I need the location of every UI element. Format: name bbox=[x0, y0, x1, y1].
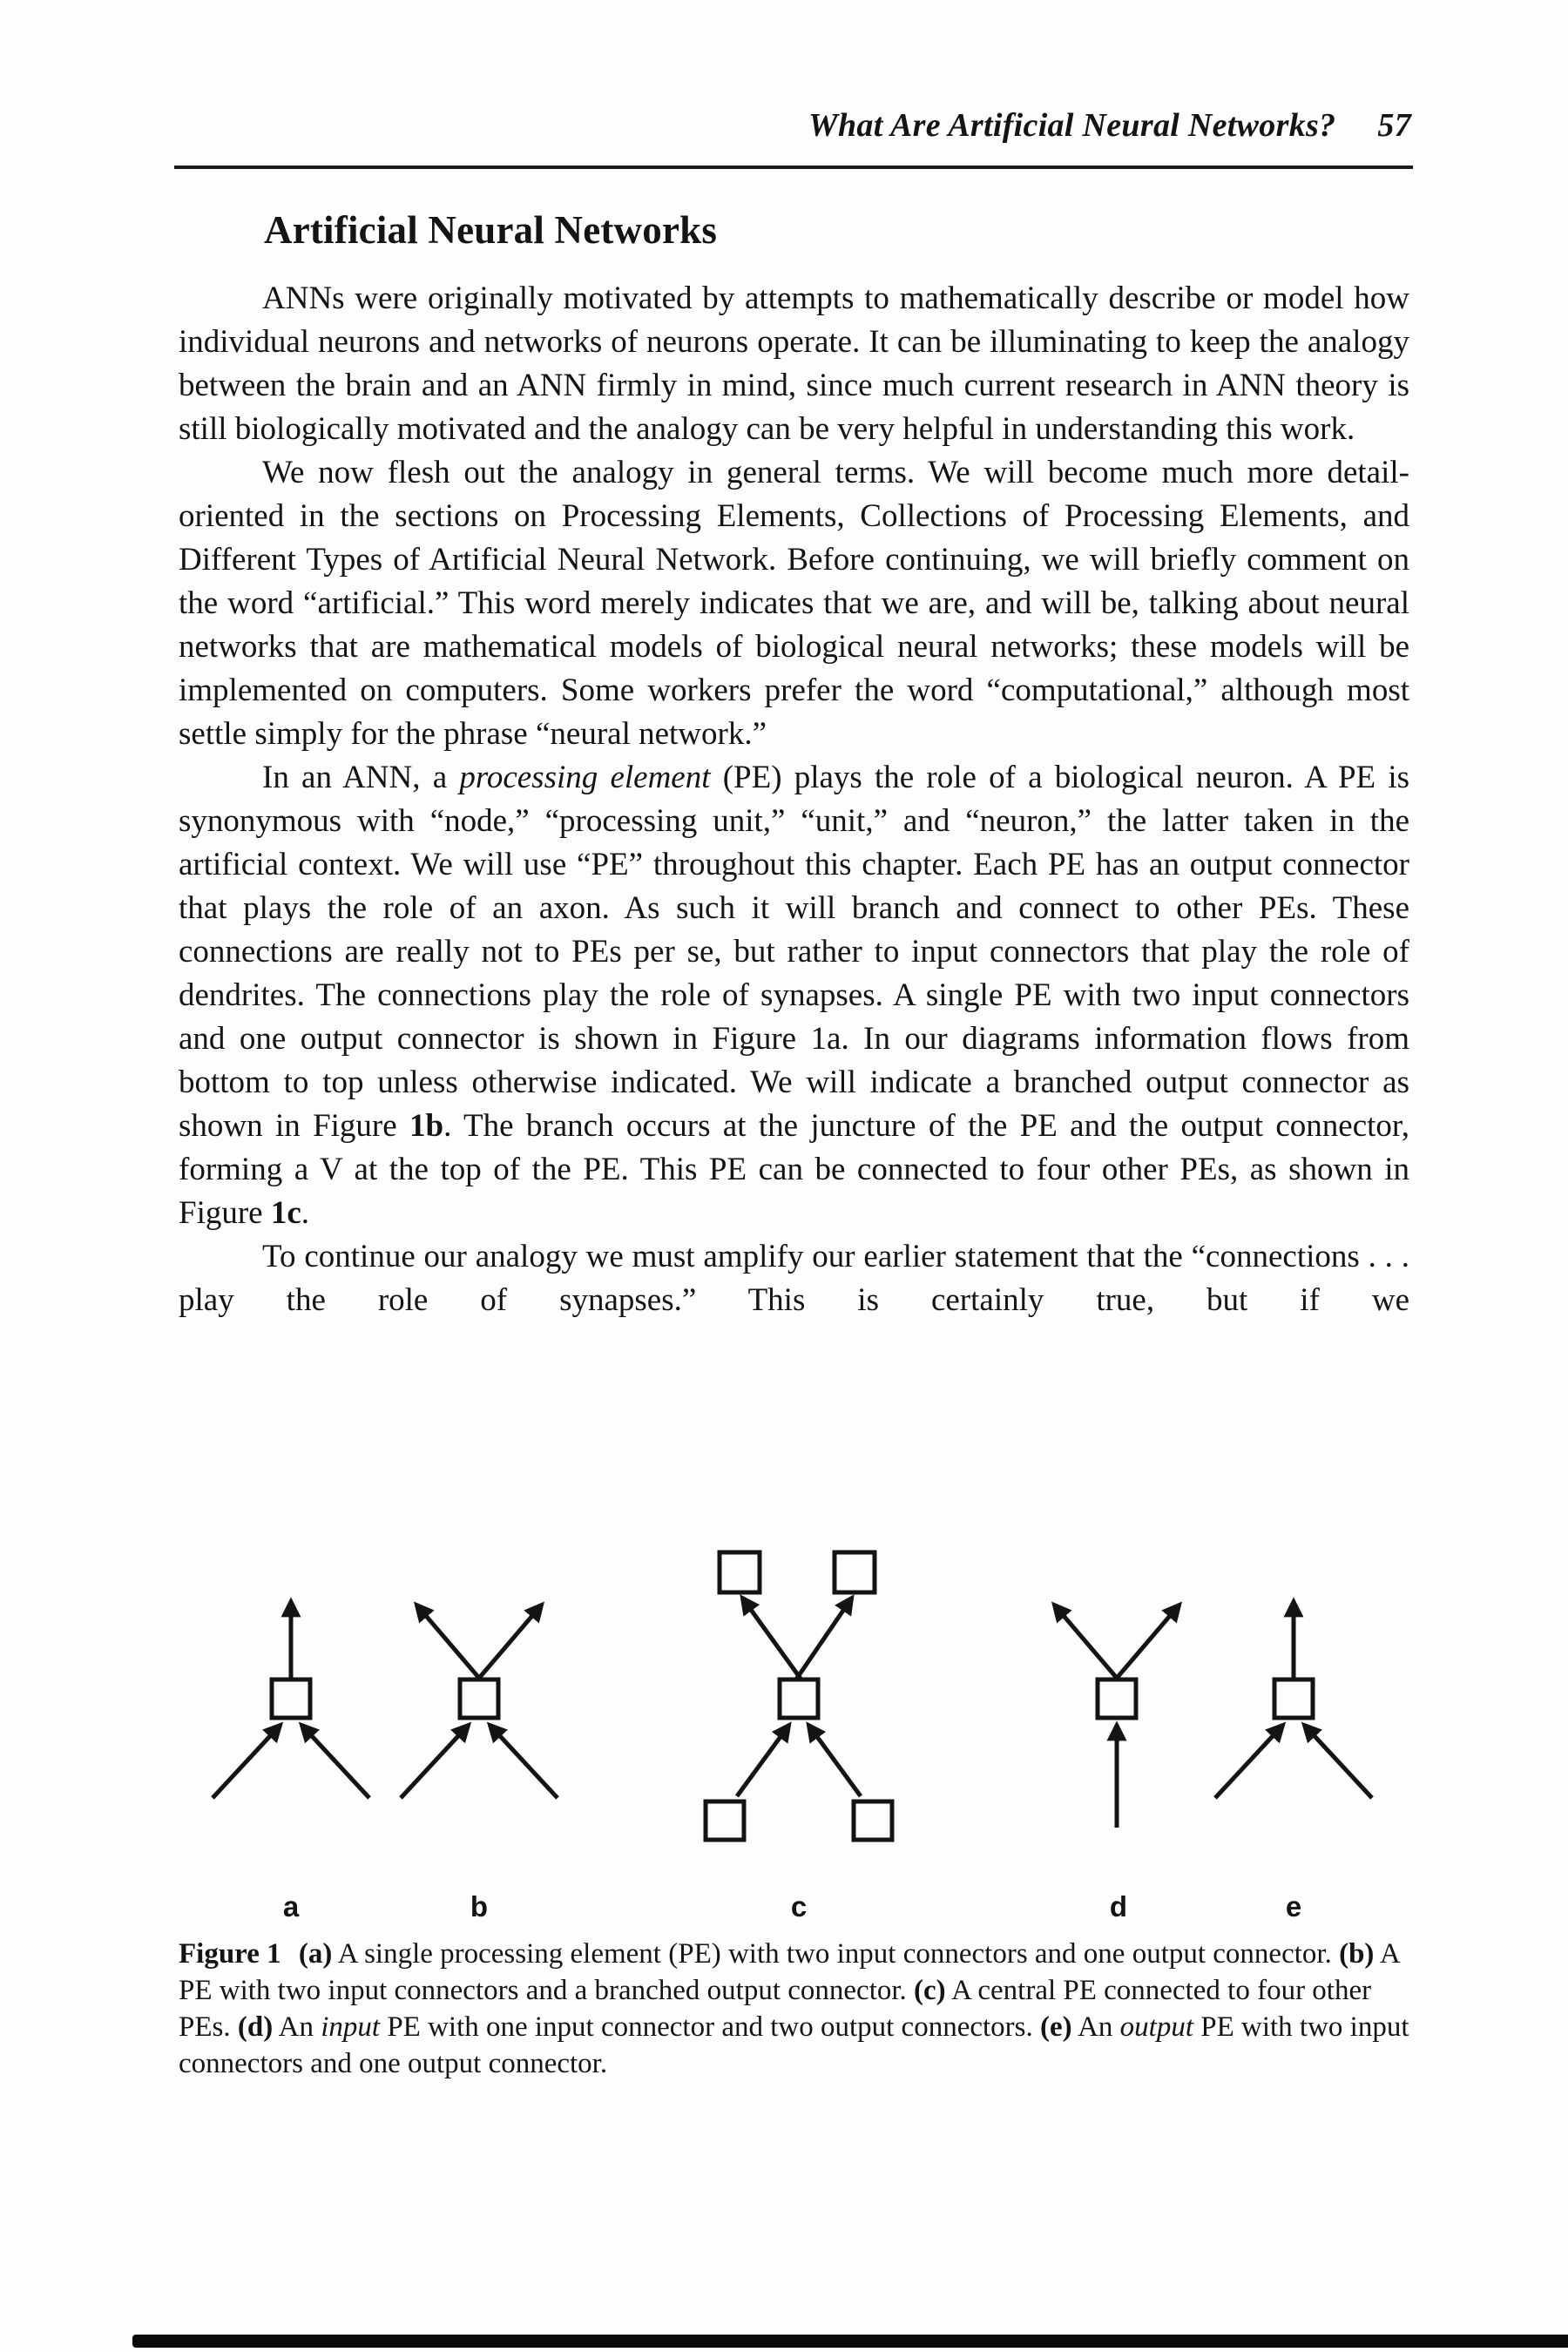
caption-marker-e: (e) bbox=[1040, 2011, 1072, 2043]
branched-output-right-arrow bbox=[790, 1598, 852, 1688]
branched-output-left-arrow bbox=[416, 1605, 488, 1688]
caption-marker-b: (b) bbox=[1339, 1938, 1375, 1970]
caption-marker-c: (c) bbox=[914, 1975, 946, 2006]
input-connector-left-arrow bbox=[401, 1725, 469, 1798]
paragraph-3 bbox=[179, 756, 1409, 1235]
figure-label-d: d bbox=[1109, 1890, 1128, 1923]
paragraph-4: To continue our analogy we must amplify our earlier statement that the “connections . . . play the role of synapses.” This is certainly true, but if we bbox=[179, 1239, 1409, 1318]
pe-square bbox=[1098, 1680, 1136, 1718]
figure-label-c: c bbox=[790, 1890, 808, 1923]
pe-square-top-right bbox=[835, 1552, 875, 1592]
figure-caption bbox=[179, 1936, 1426, 2082]
caption-segment: PE with one input connector and two output connectors. bbox=[380, 2011, 1040, 2043]
caption-segment: A central PE connected to four other PEs. bbox=[179, 1975, 1372, 2043]
pe-square-bottom-right bbox=[854, 1801, 892, 1840]
caption-segment: A PE with two input connectors and a branched output connector. bbox=[179, 1938, 1399, 2006]
input-connector-right-arrow bbox=[808, 1725, 861, 1796]
input-connector-right-arrow bbox=[1304, 1725, 1372, 1798]
input-connector-right-arrow bbox=[490, 1725, 558, 1798]
text-segment: In an ANN, a bbox=[262, 760, 460, 795]
scan-artifact-bottom bbox=[132, 2335, 1568, 2348]
header-rule bbox=[174, 166, 1413, 169]
caption-marker-d: (d) bbox=[237, 2011, 274, 2043]
pe-diagram-c bbox=[706, 1552, 892, 1840]
text-segment-bold: 1c bbox=[270, 1195, 301, 1231]
input-connector-left-arrow bbox=[1215, 1725, 1283, 1798]
body-text bbox=[179, 277, 1409, 1322]
figure-label-b: b bbox=[470, 1890, 489, 1923]
figure-labels bbox=[0, 1890, 1568, 1929]
running-title: What Are Artificial Neural Networks? bbox=[808, 107, 1336, 144]
pe-square-top-left bbox=[720, 1552, 760, 1592]
input-connector-left-arrow bbox=[213, 1725, 280, 1798]
caption-segment: PE with two input connectors and one output connector. bbox=[179, 2011, 1409, 2079]
text-segment: . bbox=[301, 1195, 310, 1231]
text-segment-italic: processing element bbox=[459, 760, 711, 795]
caption-figure-number: Figure 1 bbox=[179, 1938, 281, 1970]
caption-segment: An bbox=[273, 2011, 321, 2043]
caption-marker-a: (a) bbox=[298, 1938, 333, 1970]
caption-segment bbox=[292, 1938, 299, 1970]
page-number: 57 bbox=[1377, 107, 1411, 144]
pe-diagram-d bbox=[1054, 1605, 1179, 1828]
figure-1-diagrams bbox=[0, 1540, 1568, 1889]
text-segment-bold: 1b bbox=[409, 1108, 444, 1144]
pe-diagram-b bbox=[401, 1605, 558, 1798]
pe-square bbox=[1274, 1680, 1313, 1718]
caption-segment: An bbox=[1071, 2011, 1120, 2043]
figure-label-e: e bbox=[1285, 1890, 1302, 1923]
pe-square bbox=[460, 1680, 498, 1718]
input-connector-left-arrow bbox=[737, 1725, 789, 1796]
branched-output-right-arrow bbox=[1108, 1605, 1179, 1688]
pe-square-central bbox=[780, 1680, 818, 1718]
branched-output-right-arrow bbox=[470, 1605, 542, 1688]
caption-segment-italic: input bbox=[321, 2011, 381, 2043]
branched-output-left-arrow bbox=[1054, 1605, 1125, 1688]
caption-segment: A single processing element (PE) with two input connectors and one output connector. bbox=[332, 1938, 1340, 1970]
text-segment: . The branch occurs at the juncture of the PE and the output connector, forming a V at the top of the PE. This PE can be connected to four other PEs, as shown in Figure bbox=[179, 1108, 1410, 1231]
running-header bbox=[179, 106, 1411, 145]
figure-label-a: a bbox=[282, 1890, 300, 1923]
section-title: Artificial Neural Networks bbox=[264, 208, 718, 252]
caption-segment-italic: output bbox=[1119, 2011, 1193, 2043]
pe-square-bottom-left bbox=[706, 1801, 744, 1840]
pe-diagram-e bbox=[1215, 1601, 1372, 1798]
text-segment: (PE) plays the role of a biological neuron. A PE is synonymous with “node,” “processing unit,” “unit,” and “neuron,” the latter taken in the artificial context. We will use “PE” throughout this chapter. Each PE has an output connector that plays the role of an axon. As such it will branch and connect to other PEs. These connections are really not to PEs per se, but rather to input connectors that play the role of dendrites. The connections play the role of synapses. A single PE with two input connectors and one output connector is shown in Figure 1a. In our diagrams information flows from bottom to top unless otherwise indicated. We will indicate a branched output connector as shown in Figure bbox=[179, 760, 1409, 1144]
input-connector-right-arrow bbox=[301, 1725, 369, 1798]
paragraph-2: We now flesh out the analogy in general terms. We will become much more detail-oriented in the sections on Processing Elements, Collections of Processing Elements, and Different Types of Artificial Neural Network. Before continuing, we will briefly comment on the word “artificial.” This word merely indicates that we are, and will be, talking about neural networks that are mathematical models of biological neural networks; these models will be implemented on computers. Some workers prefer the word “computational,” although most settle simply for the phrase “neural network.” bbox=[179, 455, 1409, 752]
paragraph-1: ANNs were originally motivated by attempts to mathematically describe or model how individual neurons and networks of neurons operate. It can be illuminating to keep the analogy between the brain and an ANN firmly in mind, since much current research in ANN theory is still biologically motivated and the analogy can be very helpful in understanding this work. bbox=[179, 280, 1409, 447]
pe-square bbox=[272, 1680, 310, 1718]
pe-diagram-a bbox=[213, 1601, 369, 1798]
